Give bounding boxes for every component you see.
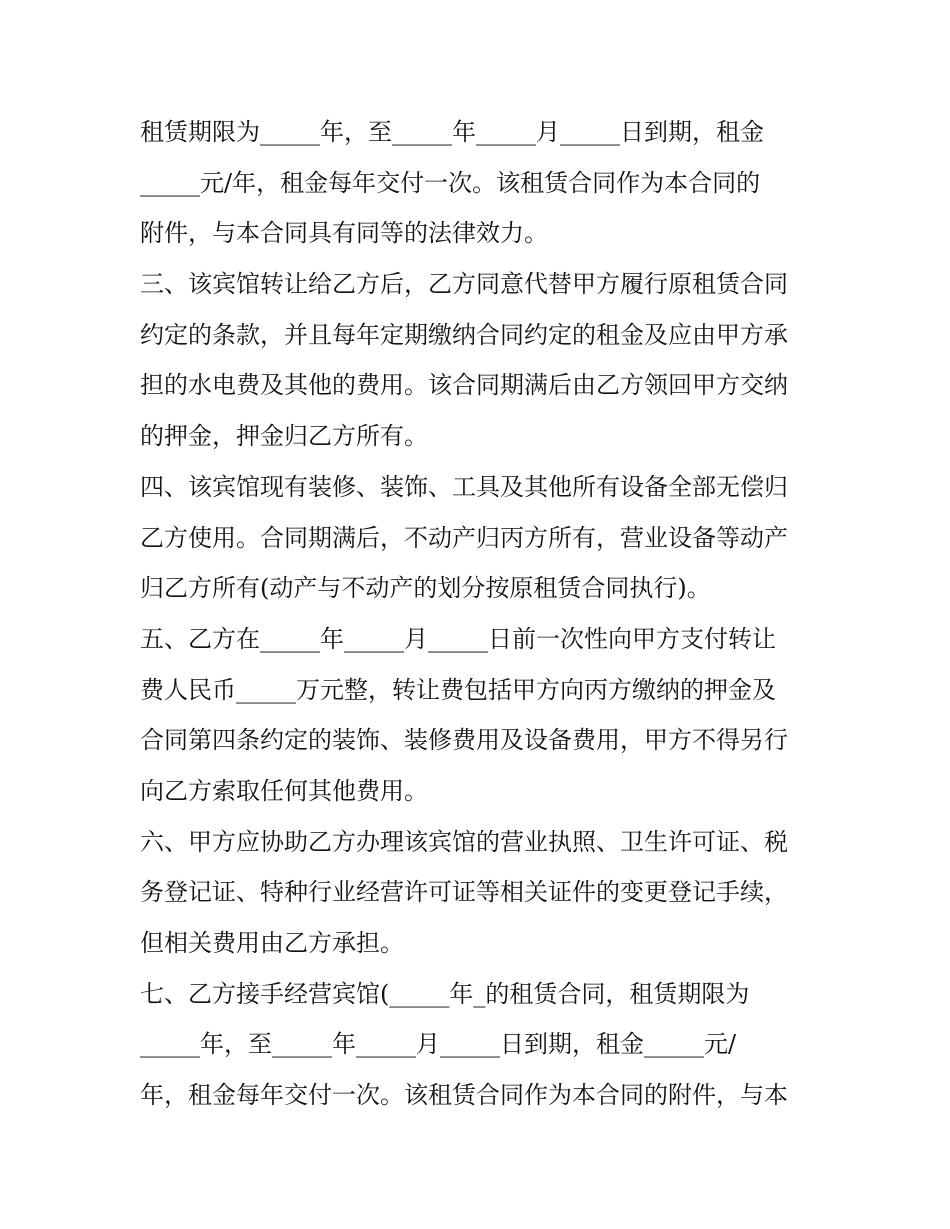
text-line: 但相关费用由乙方承担。 <box>140 929 404 957</box>
text-line: 约定的条款，并且每年定期缴纳合同约定的租金及应由甲方承 <box>140 320 788 349</box>
text-line: 费人民币_____万元整，转让费包括甲方向丙方缴纳的押金及 <box>140 675 776 704</box>
text-line: 年，租金每年交付一次。该租赁合同作为本合同的附件，与本 <box>140 1081 788 1110</box>
text-line: 租赁期限为_____年，至_____年_____月_____日到期，租金 <box>140 118 764 146</box>
text-line: 担的水电费及其他的费用。该合同期满后由乙方领回甲方交纳 <box>140 371 788 400</box>
text-line: 乙方使用。合同期满后，不动产归丙方所有，营业设备等动产 <box>140 523 788 552</box>
contract-text <box>140 107 820 1121</box>
text-line: 归乙方所有(动产与不动产的划分按原租赁合同执行)。 <box>140 574 711 603</box>
clause-3-line: 三、该宾馆转让给乙方后，乙方同意代替甲方履行原租赁合同 <box>140 270 788 299</box>
text-line: 附件，与本合同具有同等的法律效力。 <box>140 219 548 248</box>
text-line: 合同第四条约定的装饰、装修费用及设备费用，甲方不得另行 <box>140 726 788 755</box>
text-line: _____年，至_____年_____月_____日到期，租金_____元/ <box>140 1030 737 1059</box>
clause-4-line: 四、该宾馆现有装修、装饰、工具及其他所有设备全部无偿归 <box>140 472 788 501</box>
text-line: 的押金，押金归乙方所有。 <box>140 422 428 451</box>
clause-6-line: 六、甲方应协助乙方办理该宾馆的营业执照、卫生许可证、税 <box>140 827 788 856</box>
text-line: 向乙方索取任何其他费用。 <box>140 776 428 805</box>
text-line: _____元/年，租金每年交付一次。该租赁合同作为本合同的 <box>140 168 761 197</box>
clause-7-line: 七、乙方接手经营宾馆(_____年_的租赁合同，租赁期限为 <box>140 979 750 1008</box>
clause-5-line: 五、乙方在_____年_____月_____日前一次性向甲方支付转让 <box>140 624 776 653</box>
text-line: 务登记证、特种行业经营许可证等相关证件的变更登记手续， <box>140 878 788 907</box>
